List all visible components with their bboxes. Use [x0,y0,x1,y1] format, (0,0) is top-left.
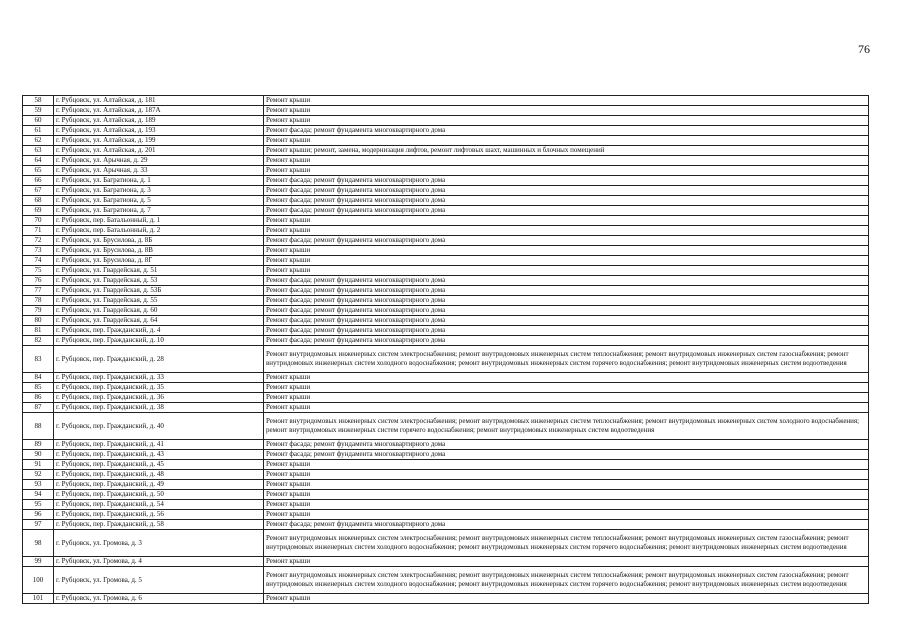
row-number-cell: 63 [23,146,54,156]
table-row [23,126,869,136]
row-number-cell: 58 [23,96,54,106]
table-row [23,480,869,490]
page-number: 76 [858,42,870,56]
work-type-cell: Ремонт фасада; ремонт фундамента многоквартирного дома [264,176,869,186]
address-cell: г. Рубцовск, ул. Багратиона, д. 5 [54,196,264,206]
address-cell: г. Рубцовск, пер. Гражданский, д. 49 [54,480,264,490]
table-row [23,470,869,480]
row-number-cell: 70 [23,216,54,226]
row-number-cell: 95 [23,500,54,510]
address-cell: г. Рубцовск, ул. Гвардейская, д. 55 [54,296,264,306]
address-cell: г. Рубцовск, пер. Гражданский, д. 48 [54,470,264,480]
work-type-cell: Ремонт крыши [264,116,869,126]
table-row [23,116,869,126]
row-number-cell: 73 [23,246,54,256]
row-number-cell: 89 [23,440,54,450]
address-cell: г. Рубцовск, пер. Гражданский, д. 54 [54,500,264,510]
row-number-cell: 74 [23,256,54,266]
work-type-cell: Ремонт фасада; ремонт фундамента многоквартирного дома [264,440,869,450]
work-type-cell: Ремонт крыши [264,403,869,413]
work-type-cell: Ремонт крыши [264,216,869,226]
table-row [23,557,869,567]
address-cell: г. Рубцовск, пер. Гражданский, д. 58 [54,520,264,530]
address-cell: г. Рубцовск, ул. Алтайская, д. 181 [54,96,264,106]
work-type-cell: Ремонт крыши [264,373,869,383]
table-row [23,500,869,510]
row-number-cell: 97 [23,520,54,530]
work-type-cell: Ремонт внутридомовых инженерных систем электроснабжения; ремонт внутридомовых инженерных систем теплоснабжения; ремонт внутридомовых инженерных систем газоснабжения; ремонт внутридомовых инженерных систем холодного водоснабжения; ремонт внутридомовых инженерных систем горячего водоснабжения; ремонт внутридомовых инженерных систем водоотведения [264,530,869,557]
row-number-cell: 101 [23,594,54,604]
work-type-cell: Ремонт фасада; ремонт фундамента многоквартирного дома [264,296,869,306]
address-cell: г. Рубцовск, пер. Гражданский, д. 50 [54,490,264,500]
row-number-cell: 81 [23,326,54,336]
table-row [23,216,869,226]
table-row [23,176,869,186]
row-number-cell: 59 [23,106,54,116]
table-row [23,326,869,336]
row-number-cell: 68 [23,196,54,206]
row-number-cell: 83 [23,346,54,373]
table-row [23,186,869,196]
table-row [23,440,869,450]
row-number-cell: 62 [23,136,54,146]
row-number-cell: 75 [23,266,54,276]
address-cell: г. Рубцовск, пер. Гражданский, д. 4 [54,326,264,336]
work-type-cell: Ремонт крыши [264,266,869,276]
table-row [23,336,869,346]
work-type-cell: Ремонт крыши [264,510,869,520]
row-number-cell: 72 [23,236,54,246]
address-cell: г. Рубцовск, ул. Гвардейская, д. 53Б [54,286,264,296]
table-row [23,246,869,256]
address-cell: г. Рубцовск, пер. Гражданский, д. 38 [54,403,264,413]
row-number-cell: 80 [23,316,54,326]
work-type-cell: Ремонт крыши [264,256,869,266]
row-number-cell: 82 [23,336,54,346]
work-type-cell: Ремонт крыши [264,594,869,604]
table-row [23,346,869,373]
table-row [23,156,869,166]
address-cell: г. Рубцовск, пер. Гражданский, д. 43 [54,450,264,460]
address-cell: г. Рубцовск, пер. Гражданский, д. 45 [54,460,264,470]
address-cell: г. Рубцовск, пер. Гражданский, д. 10 [54,336,264,346]
table-row [23,373,869,383]
work-type-cell: Ремонт фасада; ремонт фундамента многоквартирного дома [264,520,869,530]
row-number-cell: 78 [23,296,54,306]
work-type-cell: Ремонт крыши [264,480,869,490]
address-cell: г. Рубцовск, ул. Алтайская, д. 193 [54,126,264,136]
work-type-cell: Ремонт крыши [264,246,869,256]
work-type-cell: Ремонт фасада; ремонт фундамента многоквартирного дома [264,196,869,206]
table-row [23,206,869,216]
address-cell: г. Рубцовск, ул. Брусилова, д. 8Г [54,256,264,266]
work-type-cell: Ремонт фасада; ремонт фундамента многоквартирного дома [264,236,869,246]
address-cell: г. Рубцовск, пер. Гражданский, д. 56 [54,510,264,520]
table-row [23,530,869,557]
address-cell: г. Рубцовск, ул. Алтайская, д. 201 [54,146,264,156]
table-row [23,393,869,403]
address-cell: г. Рубцовск, ул. Гвардейская, д. 60 [54,306,264,316]
row-number-cell: 84 [23,373,54,383]
address-cell: г. Рубцовск, ул. Брусилова, д. 8Б [54,236,264,246]
row-number-cell: 85 [23,383,54,393]
row-number-cell: 98 [23,530,54,557]
work-type-cell: Ремонт фасада; ремонт фундамента многоквартирного дома [264,326,869,336]
table-row [23,316,869,326]
work-type-cell: Ремонт внутридомовых инженерных систем электроснабжения; ремонт внутридомовых инженерных систем теплоснабжения; ремонт внутридомовых инженерных систем газоснабжения; ремонт внутридомовых инженерных систем холодного водоснабжения; ремонт внутридомовых инженерных систем горячего водоснабжения; ремонт внутридомовых инженерных систем водоотведения [264,567,869,594]
work-type-cell: Ремонт крыши [264,96,869,106]
row-number-cell: 91 [23,460,54,470]
row-number-cell: 69 [23,206,54,216]
work-type-cell: Ремонт фасада; ремонт фундамента многоквартирного дома [264,450,869,460]
row-number-cell: 87 [23,403,54,413]
work-type-cell: Ремонт фасада; ремонт фундамента многоквартирного дома [264,286,869,296]
table-row [23,383,869,393]
table-row [23,236,869,246]
table-row [23,403,869,413]
table-row [23,256,869,266]
row-number-cell: 67 [23,186,54,196]
address-cell: г. Рубцовск, ул. Багратиона, д. 7 [54,206,264,216]
work-type-cell: Ремонт крыши [264,226,869,236]
work-type-cell: Ремонт фасада; ремонт фундамента многоквартирного дома [264,316,869,326]
table-row [23,136,869,146]
table-row [23,276,869,286]
work-type-cell: Ремонт внутридомовых инженерных систем электроснабжения; ремонт внутридомовых инженерных систем теплоснабжения; ремонт внутридомовых инженерных систем газоснабжения; ремонт внутридомовых инженерных систем холодного водоснабжения; ремонт внутридомовых инженерных систем горячего водоснабжения; ремонт внутридомовых инженерных систем водоотведения [264,346,869,373]
row-number-cell: 60 [23,116,54,126]
address-cell: г. Рубцовск, ул. Алтайская, д. 199 [54,136,264,146]
work-type-cell: Ремонт крыши [264,500,869,510]
table-row [23,146,869,156]
row-number-cell: 71 [23,226,54,236]
address-cell: г. Рубцовск, пер. Гражданский, д. 33 [54,373,264,383]
row-number-cell: 90 [23,450,54,460]
address-cell: г. Рубцовск, ул. Громова, д. 4 [54,557,264,567]
work-type-cell: Ремонт крыши [264,393,869,403]
row-number-cell: 61 [23,126,54,136]
work-type-cell: Ремонт фасада; ремонт фундамента многоквартирного дома [264,276,869,286]
work-type-cell: Ремонт крыши [264,106,869,116]
address-cell: г. Рубцовск, ул. Арычная, д. 33 [54,166,264,176]
row-number-cell: 64 [23,156,54,166]
address-cell: г. Рубцовск, ул. Багратиона, д. 3 [54,186,264,196]
work-type-cell: Ремонт крыши [264,490,869,500]
row-number-cell: 88 [23,413,54,440]
table-row [23,413,869,440]
row-number-cell: 79 [23,306,54,316]
address-cell: г. Рубцовск, ул. Громова, д. 3 [54,530,264,557]
table-row [23,96,869,106]
row-number-cell: 76 [23,276,54,286]
row-number-cell: 92 [23,470,54,480]
repair-list-table [22,95,869,604]
address-cell: г. Рубцовск, пер. Гражданский, д. 41 [54,440,264,450]
work-type-cell: Ремонт фасада; ремонт фундамента многоквартирного дома [264,306,869,316]
table-row [23,166,869,176]
work-type-cell: Ремонт крыши [264,166,869,176]
table-row [23,450,869,460]
address-cell: г. Рубцовск, ул. Алтайская, д. 189 [54,116,264,126]
table-row [23,520,869,530]
address-cell: г. Рубцовск, ул. Гвардейская, д. 64 [54,316,264,326]
address-cell: г. Рубцовск, ул. Багратиона, д. 1 [54,176,264,186]
address-cell: г. Рубцовск, ул. Громова, д. 6 [54,594,264,604]
address-cell: г. Рубцовск, ул. Брусилова, д. 8В [54,246,264,256]
table-row [23,460,869,470]
row-number-cell: 96 [23,510,54,520]
row-number-cell: 66 [23,176,54,186]
table-row [23,594,869,604]
table-row [23,266,869,276]
address-cell: г. Рубцовск, ул. Гвардейская, д. 53 [54,276,264,286]
address-cell: г. Рубцовск, пер. Гражданский, д. 28 [54,346,264,373]
address-cell: г. Рубцовск, пер. Батальонный, д. 2 [54,226,264,236]
work-type-cell: Ремонт крыши [264,557,869,567]
address-cell: г. Рубцовск, пер. Гражданский, д. 36 [54,393,264,403]
address-cell: г. Рубцовск, ул. Гвардейская, д. 51 [54,266,264,276]
table-row [23,196,869,206]
table-body [23,96,869,604]
address-cell: г. Рубцовск, ул. Арычная, д. 29 [54,156,264,166]
work-type-cell: Ремонт крыши [264,383,869,393]
address-cell: г. Рубцовск, ул. Алтайская, д. 187А [54,106,264,116]
row-number-cell: 99 [23,557,54,567]
row-number-cell: 93 [23,480,54,490]
work-type-cell: Ремонт крыши; ремонт, замена, модернизация лифтов, ремонт лифтовых шахт, машинных и блочных помещений [264,146,869,156]
table-row [23,490,869,500]
work-type-cell: Ремонт крыши [264,470,869,480]
table-row [23,567,869,594]
address-cell: г. Рубцовск, ул. Громова, д. 5 [54,567,264,594]
table-row [23,296,869,306]
table-row [23,106,869,116]
address-cell: г. Рубцовск, пер. Гражданский, д. 35 [54,383,264,393]
table-row [23,306,869,316]
table-row [23,286,869,296]
work-type-cell: Ремонт фасада; ремонт фундамента многоквартирного дома [264,186,869,196]
address-cell: г. Рубцовск, пер. Батальонный, д. 1 [54,216,264,226]
work-type-cell: Ремонт внутридомовых инженерных систем электроснабжения; ремонт внутридомовых инженерных систем теплоснабжения; ремонт внутридомовых инженерных систем холодного водоснабжения; ремонт внутридомовых инженерных систем горячего водоснабжения; ремонт внутридомовых инженерных систем водоотведения [264,413,869,440]
row-number-cell: 94 [23,490,54,500]
work-type-cell: Ремонт фасада; ремонт фундамента многоквартирного дома [264,126,869,136]
work-type-cell: Ремонт крыши [264,156,869,166]
row-number-cell: 86 [23,393,54,403]
row-number-cell: 65 [23,166,54,176]
table-row [23,226,869,236]
address-cell: г. Рубцовск, пер. Гражданский, д. 40 [54,413,264,440]
work-type-cell: Ремонт крыши [264,460,869,470]
work-type-cell: Ремонт крыши [264,136,869,146]
work-type-cell: Ремонт фасада; ремонт фундамента многоквартирного дома [264,206,869,216]
row-number-cell: 77 [23,286,54,296]
work-type-cell: Ремонт фасада; ремонт фундамента многоквартирного дома [264,336,869,346]
row-number-cell: 100 [23,567,54,594]
table-row [23,510,869,520]
